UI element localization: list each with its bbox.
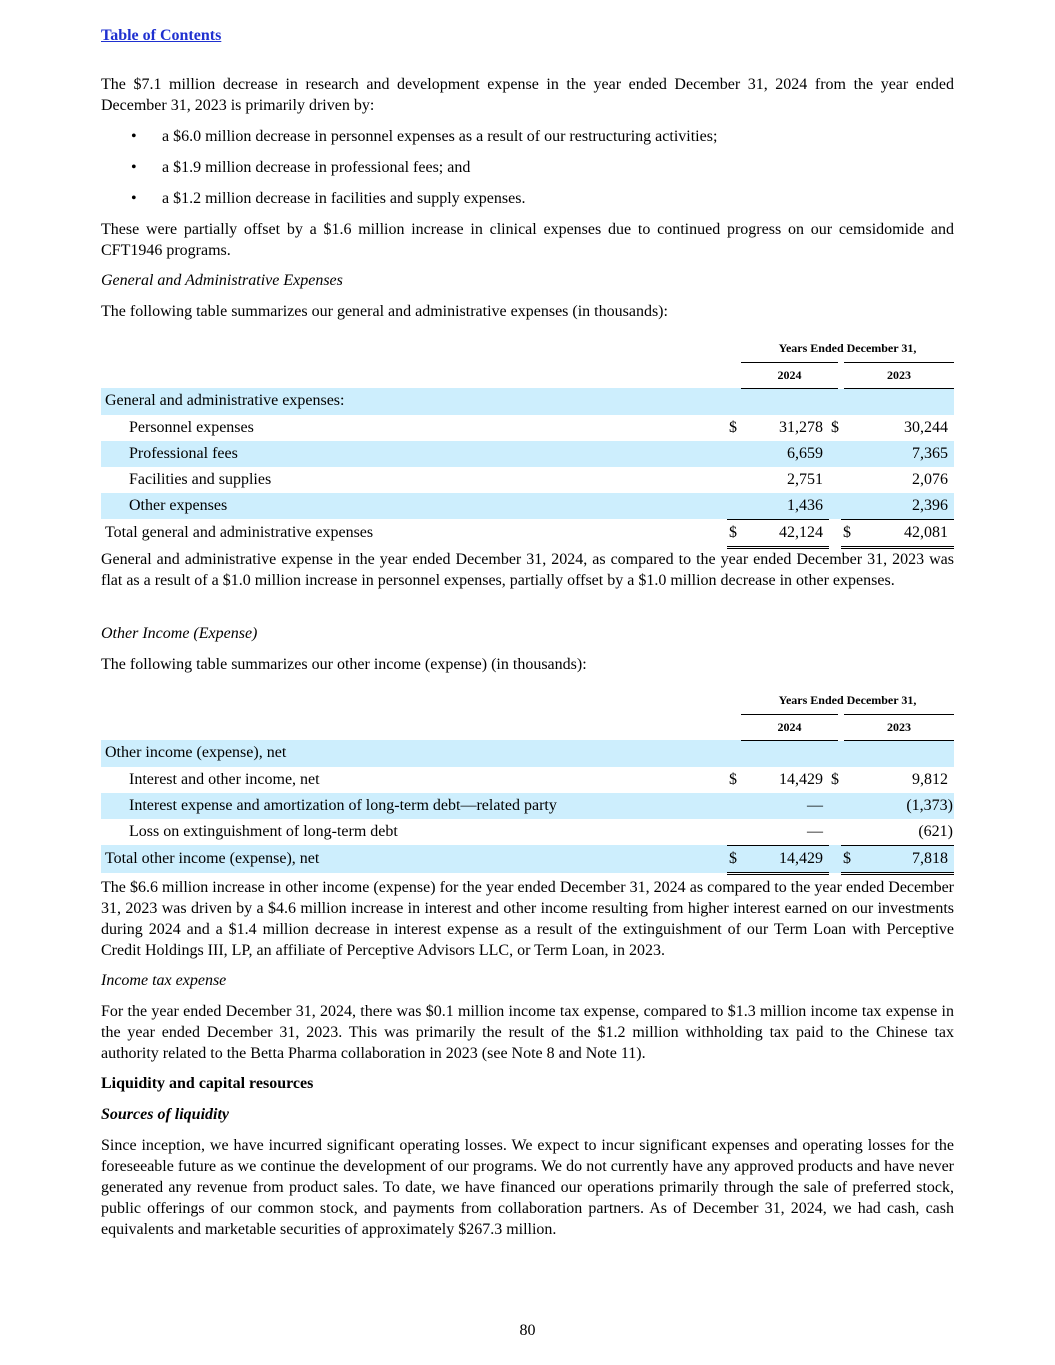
total-value-2023: 7,818 [855, 845, 954, 873]
value-2023: 7,365 [855, 441, 954, 467]
value-2023: 2,076 [912, 470, 948, 488]
rd-intro-paragraph: The $7.1 million decrease in research and development expense in the year ended December 31, 2024 from the year ended December 31, 2023 is primarily driven by: [101, 76, 954, 114]
currency-symbol: $ [729, 418, 737, 436]
liquidity-discussion-paragraph: Since inception, we have incurred significant operating losses. We expect to incur significant expenses and operating losses for the foreseeable future as we continue the development of our programs. We do not currently have any approved products and have never generated any revenue from product sales. To date, we have financed our operations primarily through the sale of preferred stock, public offerings of our common stock, and payments from collaboration partners. As of December 31, 2024, we had cash, cash equivalents and marketable securities of approximately $267.3 million. [101, 1137, 954, 1238]
value-2024: — [807, 822, 823, 840]
table-row-total [101, 519, 954, 547]
table-row [101, 415, 954, 441]
table-row [101, 793, 954, 819]
currency-symbol: $ [727, 519, 741, 547]
bullet-marker: • [131, 159, 137, 176]
total-label: Total general and administrative expenses [105, 524, 374, 541]
value-2023: 2,396 [855, 493, 954, 520]
tax-heading: Income tax expense [101, 972, 227, 989]
table-row-total [101, 845, 954, 873]
column-header-2023: 2023 [841, 714, 954, 740]
page-number: 80 [519, 1322, 536, 1339]
oi-discussion-paragraph: The $6.6 million increase in other income (expense) for the year ended December 31, 2024 as compared to the year ended December 31, 2023 was driven by a $4.6 million increase in interest and other income resulting from higher interest earned on our investments during 2024 and a $1.4 million decrease in interest expense as a result of the extinguishment of our Term Loan with Perceptive Credit Holdings III, LP, an affiliate of Perceptive Advisors LLC, or Term Loan, in 2023. [101, 879, 954, 959]
value-2024: 1,436 [741, 493, 829, 520]
row-label: Personnel expenses [129, 418, 254, 436]
column-header-2024: 2024 [741, 362, 841, 388]
sources-of-liquidity-heading: Sources of liquidity [101, 1106, 230, 1123]
value-2023: 9,812 [912, 770, 948, 788]
value-2023: 30,244 [904, 418, 948, 436]
table-row [101, 467, 954, 493]
row-label: Loss on extinguishment of long-term debt [129, 822, 398, 840]
ga-heading: General and Administrative Expenses [101, 272, 343, 289]
value-2023: (621) [918, 822, 953, 840]
currency-symbol: $ [831, 770, 839, 788]
section-label: General and administrative expenses: [101, 388, 727, 415]
value-2024: — [741, 793, 829, 819]
bullet-text: a $1.9 million decrease in professional fees; and [162, 159, 471, 176]
section-label: Other income (expense), net [101, 740, 727, 767]
total-value-2024: 14,429 [741, 845, 829, 873]
column-header-2024: 2024 [741, 714, 841, 740]
bullet-marker: • [131, 128, 137, 145]
bullet-text: a $1.2 million decrease in facilities and supply expenses. [162, 190, 526, 207]
table-row [101, 767, 954, 793]
total-value-2024: 42,124 [741, 519, 829, 547]
currency-symbol: $ [831, 418, 839, 436]
bullet-marker: • [131, 190, 137, 207]
row-label: Interest expense and amortization of long-term debt—related party [101, 793, 727, 819]
ga-intro-paragraph: The following table summarizes our general and administrative expenses (in thousands): [101, 303, 668, 320]
bullet-text: a $6.0 million decrease in personnel expenses as a result of our restructuring activities; [162, 128, 718, 145]
total-value-2023: 42,081 [855, 519, 954, 547]
table-row [101, 740, 954, 767]
table-row [101, 441, 954, 467]
value-2024: 2,751 [787, 470, 823, 488]
table-row [101, 388, 954, 415]
rd-offset-paragraph: These were partially offset by a $1.6 million increase in clinical expenses due to continued progress on our cemsidomide and CFT1946 programs. [101, 221, 954, 259]
oi-heading: Other Income (Expense) [101, 625, 258, 642]
value-2024: 6,659 [741, 441, 829, 467]
ga-expenses-table [101, 336, 954, 549]
table-of-contents-link[interactable]: Table of Contents [101, 27, 222, 44]
liquidity-heading: Liquidity and capital resources [101, 1075, 314, 1092]
tax-discussion-paragraph: For the year ended December 31, 2024, there was $0.1 million income tax expense, compared to $1.3 million income tax expense in the year ended December 31, 2023. This was primarily the result of the $1.2 million withholding tax paid to the Chinese tax authority related to the Betta Pharma collaboration in 2023 (see Note 8 and Note 11). [101, 1003, 954, 1062]
total-label: Total other income (expense), net [101, 845, 727, 873]
table-row [101, 493, 954, 520]
years-ended-header: Years Ended December 31, [741, 336, 954, 362]
row-label: Facilities and supplies [129, 470, 272, 488]
currency-symbol: $ [841, 519, 855, 547]
row-label: Professional fees [101, 441, 727, 467]
table-row [101, 819, 954, 846]
other-income-table [101, 688, 954, 875]
oi-intro-paragraph: The following table summarizes our other income (expense) (in thousands): [101, 656, 587, 673]
value-2024: 14,429 [779, 770, 823, 788]
years-ended-header: Years Ended December 31, [741, 688, 954, 714]
currency-symbol: $ [727, 845, 741, 873]
column-header-2023: 2023 [841, 362, 954, 388]
ga-discussion-paragraph: General and administrative expense in the year ended December 31, 2024, as compared to the year ended December 31, 2023 was flat as a result of a $1.0 million increase in personnel expenses, partially offset by a $1.0 million decrease in other expenses. [101, 551, 954, 589]
row-label: Other expenses [101, 493, 727, 520]
currency-symbol: $ [729, 770, 737, 788]
currency-symbol: $ [841, 845, 855, 873]
value-2023: (1,373) [855, 793, 954, 819]
value-2024: 31,278 [779, 418, 823, 436]
row-label: Interest and other income, net [129, 770, 320, 788]
